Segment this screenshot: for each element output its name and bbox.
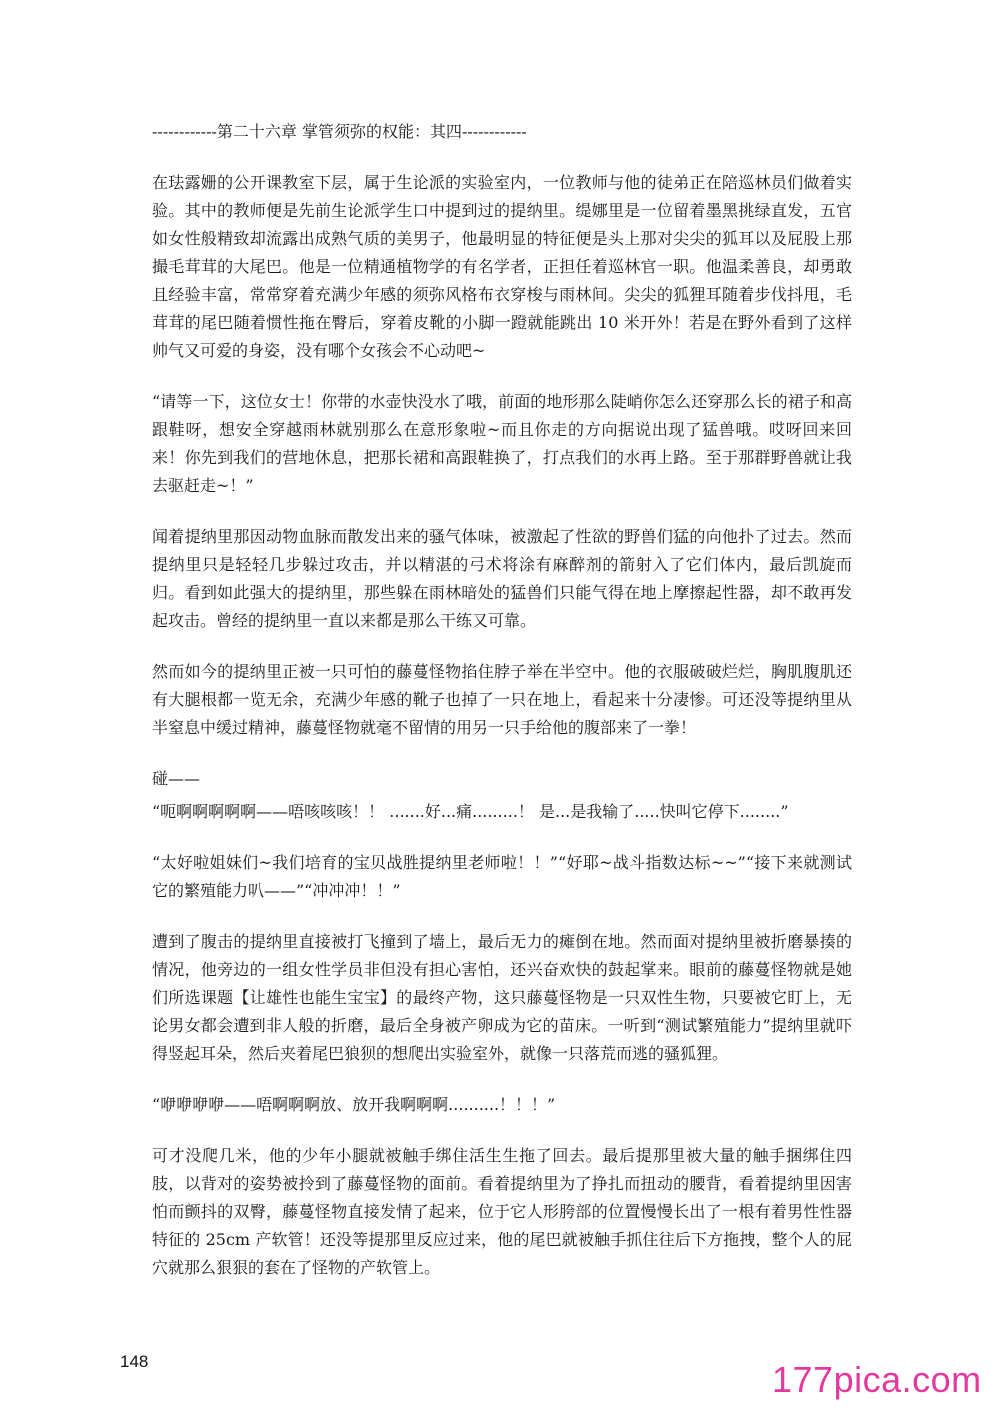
sound-effect-line: 碰—— xyxy=(152,769,201,788)
dialogue-line: “呃啊啊啊啊啊——唔咳咳咳！！ .......好...痛.........！ 是...是我输了.....快叫它停下........” xyxy=(152,802,789,821)
paragraph: 遭到了腹击的提纳里直接被打飞撞到了墙上，最后无力的瘫倒在地。然而面对提纳里被折磨暴揍的情况，他旁边的一组女性学员非但没有担心害怕，还兴奋欢快的鼓起掌来。眼前的藤蔓怪物就是她们所选课题【让雄性也能生宝宝】的最终产物，这只藤蔓怪物是一只双性生物，只要被它盯上，无论男女都会遭到非人般的折磨，最后全身被产卵成为它的苗床。一听到“测试繁殖能力”提纳里就吓得竖起耳朵，然后夹着尾巴狼狈的想爬出实验室外，就像一只落荒而逃的骚狐狸。 xyxy=(152,932,852,1063)
paragraph: “请等一下，这位女士！你带的水壶快没水了哦，前面的地形那么陡峭你怎么还穿那么长的裙子和高跟鞋呀，想安全穿越雨林就别那么在意形象啦~而且你走的方向据说出现了猛兽哦。哎呀回来回来！你先到我们的营地休息，把那长裙和高跟鞋换了，打点我们的水再上路。至于那群野兽就让我去驱赶走~！” xyxy=(152,392,852,495)
chapter-heading: ------------第二十六章 掌管须弥的权能：其四------------ xyxy=(152,122,527,141)
paragraph: 闻着提纳里那因动物血脉而散发出来的骚气体味，被激起了性欲的野兽们猛的向他扑了过去。然而提纳里只是轻轻几步躲过攻击，并以精湛的弓术将涂有麻醉剂的箭射入了它们体内，最后凯旋而归。看到如此强大的提纳里，那些躲在雨林暗处的猛兽们只能气得在地上摩擦起性器，却不敢再发起攻击。曾经的提纳里一直以来都是那么干练又可靠。 xyxy=(152,527,852,630)
paragraph: 在珐露姗的公开课教室下层，属于生论派的实验室内，一位教师与他的徒弟正在陪巡林员们做着实验。其中的教师便是先前生论派学生口中提到过的提纳里。缇娜里是一位留着墨黑挑绿直发，五官如女性般精致却流露出成熟气质的美男子，他最明显的特征便是头上那对尖尖的狐耳以及屁股上那撮毛茸茸的大尾巴。他是一位精通植物学的有名学者，正担任着巡林官一职。他温柔善良，却勇敢且经验丰富，常常穿着充满少年感的须弥风格布衣穿梭与雨林间。尖尖的狐狸耳随着步伐抖甩，毛茸茸的尾巴随着惯性拖在臀后，穿着皮靴的小脚一蹬就能跳出 10 米开外！若是在野外看到了这样帅气又可爱的身姿，没有哪个女孩会不心动吧~ xyxy=(152,173,852,360)
dialogue-line: “咿咿咿咿——唔啊啊啊放、放开我啊啊啊..........！！！” xyxy=(152,1095,556,1114)
watermark-text: 177pica.com xyxy=(772,1359,982,1400)
paragraph: 可才没爬几米，他的少年小腿就被触手绑住活生生拖了回去。最后提那里被大量的触手捆绑住四肢，以背对的姿势被拎到了藤蔓怪物的面前。看着提纳里为了挣扎而扭动的腰背，看着提纳里因害怕而颤抖的双臀，藤蔓怪物直接发情了起来，位于它人形胯部的位置慢慢长出了一根有着男性性器特征的 25cm 产软管！还没等提那里反应过来，他的尾巴就被触手抓住往后下方拖拽，整个人的屁穴就那么狠狠的套在了怪物的产软管上。 xyxy=(152,1146,852,1277)
page-content xyxy=(152,118,852,1305)
page-number: 148 xyxy=(120,1352,149,1371)
dialogue-line: “太好啦姐妹们~我们培育的宝贝战胜提纳里老师啦！！”“好耶~战斗指数达标~~”“接下来就测试它的繁殖能力叭——”“冲冲冲！！” xyxy=(152,853,852,900)
paragraph: 然而如今的提纳里正被一只可怕的藤蔓怪物掐住脖子举在半空中。他的衣服破破烂烂，胸肌腹肌还有大腿根都一览无余，充满少年感的靴子也掉了一只在地上，看起来十分凄惨。可还没等提纳里从半窒息中缓过精神，藤蔓怪物就毫不留情的用另一只手给他的腹部来了一拳！ xyxy=(152,662,852,737)
